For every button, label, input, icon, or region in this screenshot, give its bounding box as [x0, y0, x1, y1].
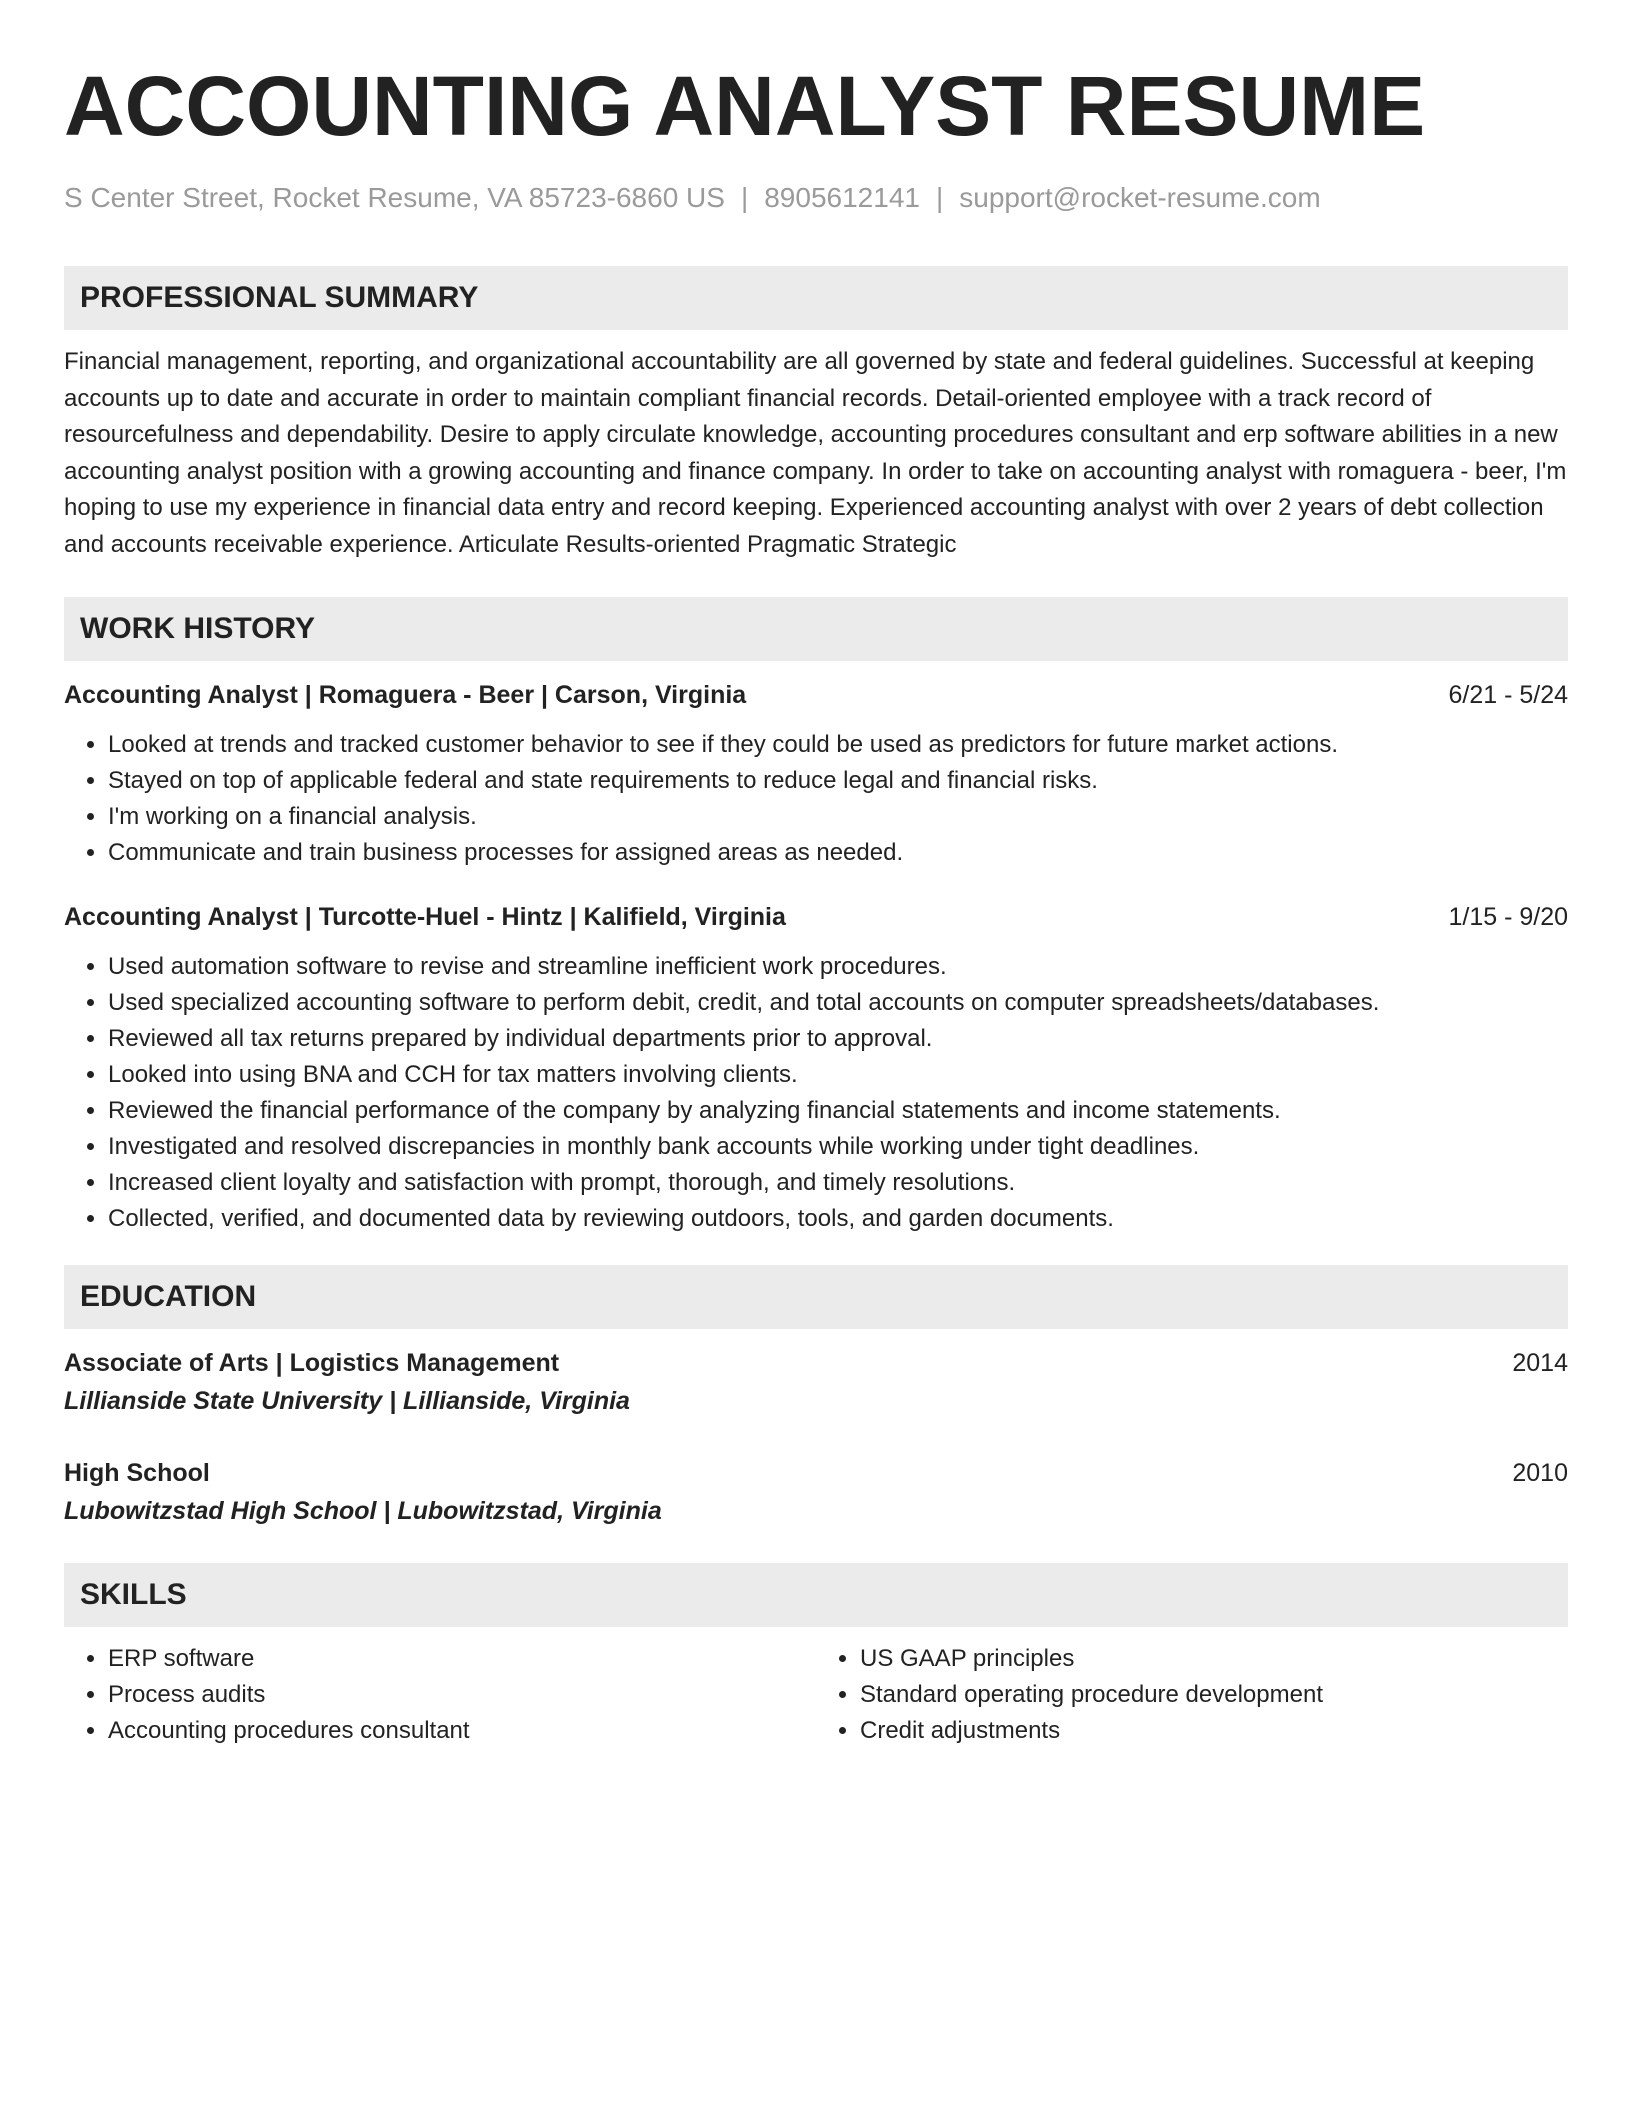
section-header-education: EDUCATION [64, 1265, 1568, 1329]
job-bullet: • Reviewed all tax returns prepared by individual departments prior to approval. [108, 1021, 1568, 1057]
resume-title: ACCOUNTING ANALYST RESUME [64, 59, 1426, 153]
contact-separator: | [740, 182, 749, 213]
job-dates: 1/15 - 9/20 [1448, 903, 1568, 931]
section-header-skills: SKILLS [64, 1563, 1568, 1627]
skill-item: • US GAAP principles [860, 1641, 1568, 1677]
job-bullet: • Increased client loyalty and satisfaction with prompt, thorough, and timely resolutions. [108, 1165, 1568, 1201]
job-bullets [64, 949, 1568, 1237]
education-header [64, 1455, 1568, 1491]
skills-list [64, 1641, 1568, 1749]
job-bullets [64, 727, 1568, 871]
job-bullet: • Investigated and resolved discrepancies in monthly bank accounts while working under tight deadlines. [108, 1129, 1568, 1165]
skills-bullets [816, 1641, 1568, 1749]
education-degree: Associate of Arts | Logistics Management [64, 1349, 560, 1377]
skill-item: • ERP software [108, 1641, 816, 1677]
job-title: Accounting Analyst | Turcotte-Huel - Hintz | Kalifield, Virginia [64, 903, 786, 931]
email: support@rocket-resume.com [959, 182, 1321, 213]
skills-column-left [64, 1641, 816, 1749]
job-bullet: • Stayed on top of applicable federal and state requirements to reduce legal and financial risks. [108, 763, 1568, 799]
education-school: Lillianside State University | Lillianside, Virginia [64, 1387, 630, 1415]
job-bullet: • Reviewed the financial performance of the company by analyzing financial statements and income statements. [108, 1093, 1568, 1129]
job-entry [64, 899, 1568, 1237]
summary-text: Financial management, reporting, and organizational accountability are all governed by state and federal guidelines. Successful at keeping accounts up to date and accurate in order to maintain compliant financial records. Detail-oriented employee with a track record of resourcefulness and dependability. Desire to apply circulate knowledge, accounting procedures consultant and erp software abilities in a new accounting analyst position with a growing accounting and finance company. In order to take on accounting analyst with romaguera - beer, I'm hoping to use my experience in financial data entry and record keeping. Experienced accounting analyst with over 2 years of debt collection and accounts receivable experience. Articulate Results-oriented Pragmatic Strategic [64, 348, 1567, 558]
skills-bullets [64, 1641, 816, 1749]
contact-separator: | [935, 182, 944, 213]
education-year: 2010 [1512, 1459, 1568, 1487]
job-bullet: • Looked into using BNA and CCH for tax matters involving clients. [108, 1057, 1568, 1093]
education-degree: High School [64, 1459, 210, 1487]
job-bullet: • Used automation software to revise and streamline inefficient work procedures. [108, 949, 1568, 985]
job-header [64, 899, 1568, 935]
education-year: 2014 [1512, 1349, 1568, 1377]
section-header-work-history: WORK HISTORY [64, 597, 1568, 661]
job-title: Accounting Analyst | Romaguera - Beer | Carson, Virginia [64, 681, 747, 709]
job-bullet: • Collected, verified, and documented data by reviewing outdoors, tools, and garden documents. [108, 1201, 1568, 1237]
job-header [64, 677, 1568, 713]
education-entry [64, 1345, 1568, 1419]
education-entry [64, 1455, 1568, 1529]
phone: 8905612141 [764, 182, 920, 213]
skills-column-right [816, 1641, 1568, 1749]
address: S Center Street, Rocket Resume, VA 85723-6860 US [64, 182, 725, 213]
skill-item: • Standard operating procedure development [860, 1677, 1568, 1713]
job-bullet: • Looked at trends and tracked customer behavior to see if they could be used as predictors for future market actions. [108, 727, 1568, 763]
section-header-summary: PROFESSIONAL SUMMARY [64, 266, 1568, 330]
education-header [64, 1345, 1568, 1381]
job-bullet: • Communicate and train business processes for assigned areas as needed. [108, 835, 1568, 871]
education-school: Lubowitzstad High School | Lubowitzstad, Virginia [64, 1497, 662, 1525]
skill-item: • Credit adjustments [860, 1713, 1568, 1749]
skill-item: • Accounting procedures consultant [108, 1713, 816, 1749]
job-bullet: • I'm working on a financial analysis. [108, 799, 1568, 835]
job-entry [64, 677, 1568, 871]
skill-item: • Process audits [108, 1677, 816, 1713]
job-dates: 6/21 - 5/24 [1448, 681, 1568, 709]
job-bullet: • Used specialized accounting software to perform debit, credit, and total accounts on computer spreadsheets/databases. [108, 985, 1568, 1021]
contact-line [64, 180, 1568, 216]
